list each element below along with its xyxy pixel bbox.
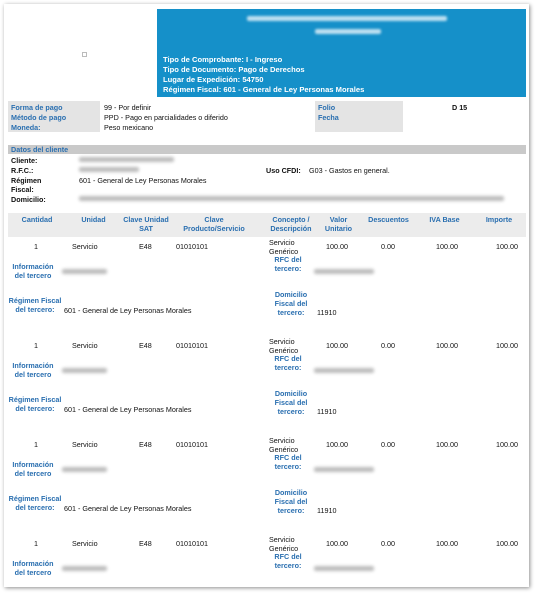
cell-descuentos: 0.00 <box>381 440 395 449</box>
uso-cfdi-label: Uso CFDI: <box>266 166 301 175</box>
regimen-value: 601 - General de Ley Personas Morales <box>79 176 207 185</box>
cell-cantidad: 1 <box>34 242 38 251</box>
cell-unidad: Servicio <box>72 539 98 548</box>
tipo-documento: Tipo de Documento: Pago de Derechos <box>163 65 305 74</box>
cliente-section-bar <box>8 145 526 154</box>
tercero-name-redacted <box>62 566 107 571</box>
domicilio-tercero-value: 11910 <box>317 308 337 317</box>
cell-iva-base: 100.00 <box>436 539 458 548</box>
forma-pago-value: 99 - Por definir <box>104 103 152 112</box>
cell-iva-base: 100.00 <box>436 242 458 251</box>
cell-clave-producto: 01010101 <box>176 242 208 251</box>
cell-cantidad: 1 <box>34 539 38 548</box>
metodo-pago-value: PPD - Pago en parcialidades o diferido <box>104 113 228 122</box>
cell-valor-unitario: 100.00 <box>326 440 348 449</box>
regimen-label-2: Fiscal: <box>11 185 34 194</box>
cell-importe: 100.00 <box>496 341 518 350</box>
cell-iva-base: 100.00 <box>436 440 458 449</box>
tercero-name-redacted <box>62 368 107 373</box>
regimen-label-1: Régimen <box>11 176 42 185</box>
tercero-name-redacted <box>62 467 107 472</box>
cell-valor-unitario: 100.00 <box>326 341 348 350</box>
cell-concepto: Servicio Genérico <box>269 535 299 553</box>
domicilio-redacted <box>79 196 504 201</box>
cell-clave-producto: 01010101 <box>176 440 208 449</box>
cell-descuentos: 0.00 <box>381 539 395 548</box>
cell-unidad: Servicio <box>72 341 98 350</box>
rfc-label: R.F.C.: <box>11 166 34 175</box>
moneda-value: Peso mexicano <box>104 123 154 132</box>
company-rfc-redacted <box>315 29 381 34</box>
cell-clave-unidad: E48 <box>139 341 152 350</box>
cell-clave-producto: 01010101 <box>176 539 208 548</box>
rfc-tercero-label: RFC del tercero: <box>274 354 302 372</box>
col-cantidad: Cantidad <box>21 215 53 224</box>
col-valor-unitario: Valor Unitario <box>324 215 353 233</box>
cell-unidad: Servicio <box>72 242 98 251</box>
regimen-tercero-label: Régimen Fiscal del tercero: <box>8 296 62 314</box>
tercero-rfc-redacted <box>314 368 374 373</box>
domicilio-tercero-label: Domicilio Fiscal del tercero: <box>274 488 308 515</box>
tercero-rfc-redacted <box>314 566 374 571</box>
info-tercero-label: Información del tercero <box>12 262 54 280</box>
forma-pago-label: Forma de pago <box>11 103 63 112</box>
info-tercero-label: Información del tercero <box>12 559 54 577</box>
regimen-tercero-label: Régimen Fiscal del tercero: <box>8 395 62 413</box>
invoice-header <box>157 9 526 97</box>
cell-unidad: Servicio <box>72 440 98 449</box>
col-clave-producto: Clave Producto/Servicio <box>183 215 245 233</box>
company-name-redacted <box>247 16 447 21</box>
lugar-expedicion: Lugar de Expedición: 54750 <box>163 75 264 84</box>
cell-descuentos: 0.00 <box>381 242 395 251</box>
cell-importe: 100.00 <box>496 440 518 449</box>
tercero-rfc-redacted <box>314 269 374 274</box>
col-clave-unidad: Clave Unidad SAT <box>123 215 169 233</box>
cell-iva-base: 100.00 <box>436 341 458 350</box>
fecha-label: Fecha <box>318 113 339 122</box>
domicilio-tercero-label: Domicilio Fiscal del tercero: <box>274 389 308 416</box>
cell-clave-unidad: E48 <box>139 242 152 251</box>
cell-valor-unitario: 100.00 <box>326 539 348 548</box>
cell-valor-unitario: 100.00 <box>326 242 348 251</box>
cell-importe: 100.00 <box>496 242 518 251</box>
cell-importe: 100.00 <box>496 539 518 548</box>
invoice-page <box>4 4 529 587</box>
domicilio-label: Domicilio: <box>11 195 46 204</box>
col-iva-base: IVA Base <box>429 215 460 224</box>
cell-cantidad: 1 <box>34 341 38 350</box>
cell-concepto: Servicio Genérico <box>269 238 299 256</box>
rfc-tercero-label: RFC del tercero: <box>274 453 302 471</box>
col-descuentos: Descuentos <box>368 215 409 224</box>
domicilio-tercero-value: 11910 <box>317 407 337 416</box>
metodo-pago-label: Método de pago <box>11 113 67 122</box>
tercero-rfc-redacted <box>314 467 374 472</box>
rfc-tercero-label: RFC del tercero: <box>274 552 302 570</box>
tipo-comprobante: Tipo de Comprobante: I - Ingreso <box>163 55 283 64</box>
info-tercero-label: Información del tercero <box>12 361 54 379</box>
domicilio-tercero-label: Domicilio Fiscal del tercero: <box>274 290 308 317</box>
cell-clave-unidad: E48 <box>139 539 152 548</box>
regimen-tercero-value: 601 - General de Ley Personas Morales <box>64 405 192 414</box>
regimen-tercero-value: 601 - General de Ley Personas Morales <box>64 504 192 513</box>
col-unidad: Unidad <box>81 215 106 224</box>
cell-cantidad: 1 <box>34 440 38 449</box>
tercero-name-redacted <box>62 269 107 274</box>
uso-cfdi-value: G03 - Gastos en general. <box>309 166 390 175</box>
cell-concepto: Servicio Genérico <box>269 337 299 355</box>
folio-label: Folio <box>318 103 336 112</box>
rfc-tercero-label: RFC del tercero: <box>274 255 302 273</box>
rfc-redacted <box>79 167 139 172</box>
info-tercero-label: Información del tercero <box>12 460 54 478</box>
cell-clave-unidad: E48 <box>139 440 152 449</box>
regimen-tercero-label: Régimen Fiscal del tercero: <box>8 494 62 512</box>
cell-clave-producto: 01010101 <box>176 341 208 350</box>
folio-value: D 15 <box>452 103 468 112</box>
cell-concepto: Servicio Genérico <box>269 436 299 454</box>
moneda-label: Moneda: <box>11 123 41 132</box>
regimen-fiscal: Régimen Fiscal: 601 - General de Ley Personas Morales <box>163 85 365 94</box>
col-importe: Importe <box>485 215 513 224</box>
regimen-tercero-value: 601 - General de Ley Personas Morales <box>64 306 192 315</box>
cliente-label: Cliente: <box>11 156 38 165</box>
cliente-name-redacted <box>79 157 174 162</box>
cliente-section-title: Datos del cliente <box>11 145 69 154</box>
col-concepto: Concepto / Descripción <box>270 215 312 233</box>
logo-placeholder-icon <box>82 52 87 57</box>
domicilio-tercero-value: 11910 <box>317 506 337 515</box>
cell-descuentos: 0.00 <box>381 341 395 350</box>
